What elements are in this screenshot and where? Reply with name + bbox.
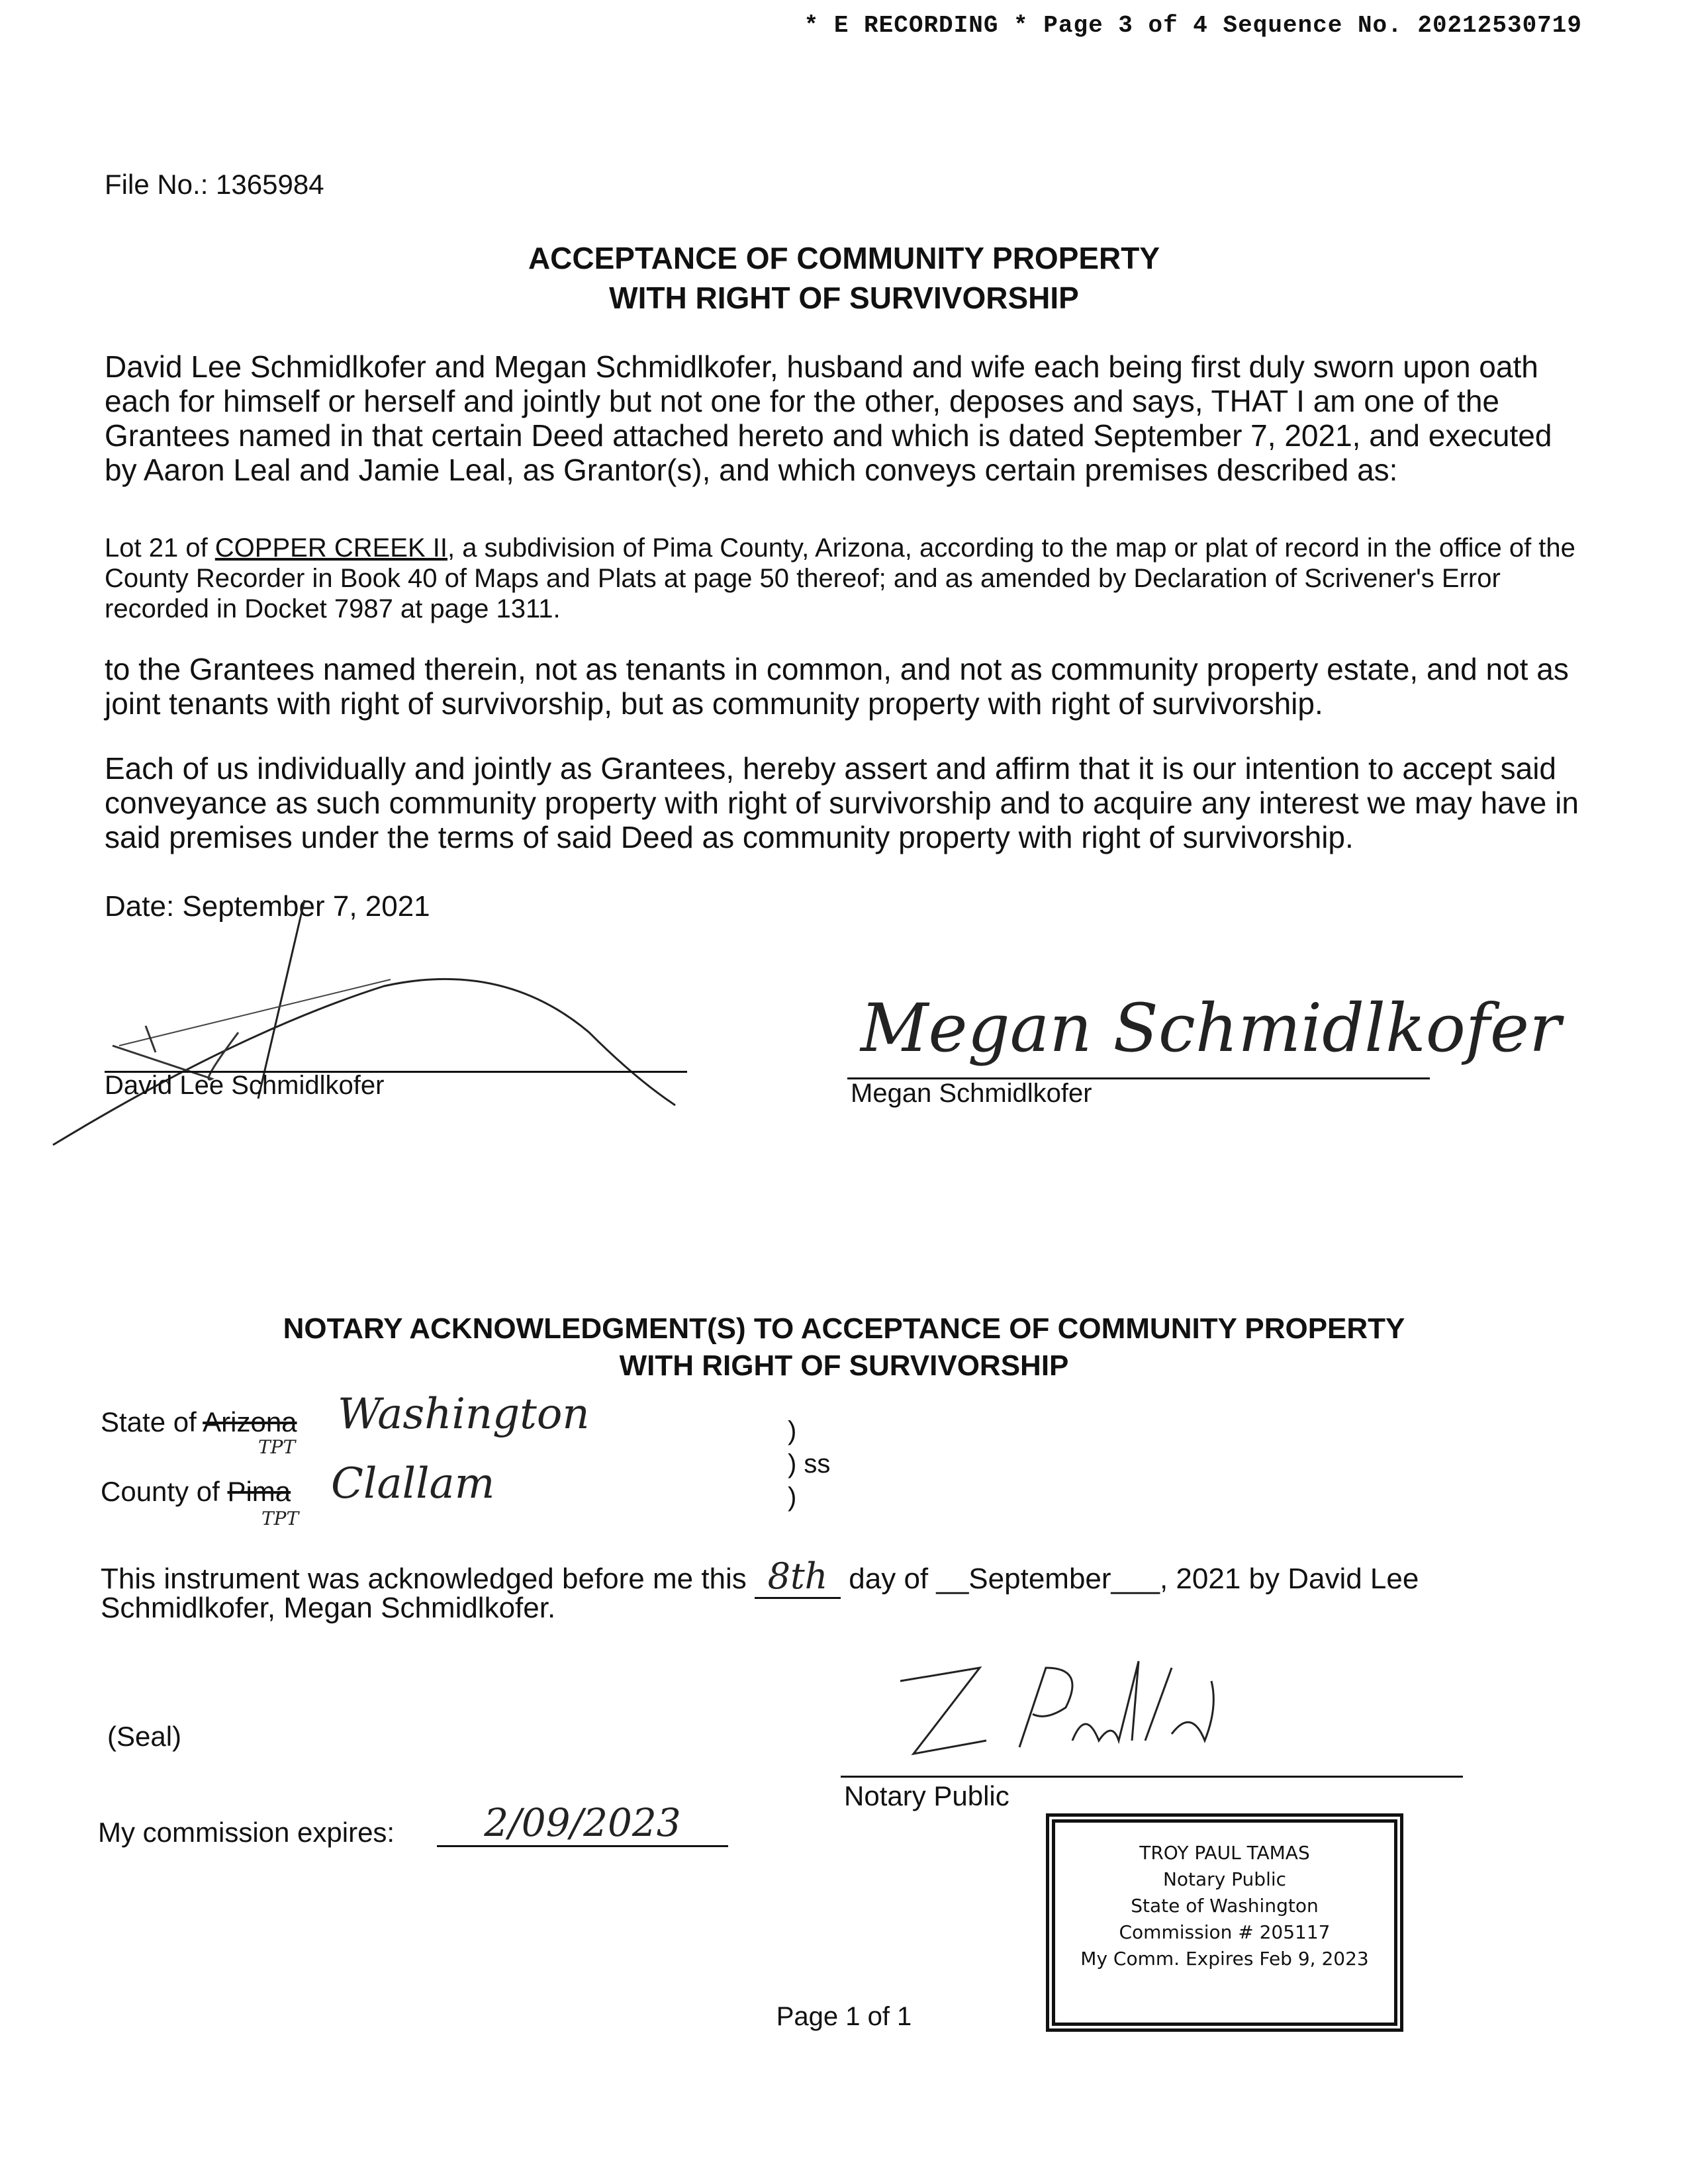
date-line: Date: September 7, 2021: [105, 890, 430, 923]
county-label: County of: [101, 1476, 228, 1507]
notary-title-line2: WITH RIGHT OF SURVIVORSHIP: [619, 1349, 1069, 1382]
subdivision-name: COPPER CREEK II: [214, 533, 447, 563]
legal-prefix: Lot 21 of: [105, 533, 215, 563]
seal-label: (Seal): [107, 1721, 182, 1752]
acknowledgment-line2: Schmidlkofer, Megan Schmidlkofer.: [101, 1592, 556, 1624]
state-line: [101, 1406, 297, 1438]
state-handwritten: Washington: [338, 1390, 590, 1439]
ack-day-field: [755, 1555, 841, 1599]
page-footer: Page 1 of 1: [776, 2002, 912, 2031]
legal-rest: , a subdivision of Pima County, Arizona, according to the map or plat of record in the office of the County Recorder in Book 40 of Maps and Plats at page 50 thereof; and as amended by Declaration of Scrivener's Error recorded in Docket 7987 at page 1311.: [105, 533, 1575, 623]
venue-ss: ) ss: [788, 1449, 831, 1479]
megan-signer-name: Megan Schmidlkofer: [851, 1079, 1092, 1108]
document-title-line1: ACCEPTANCE OF COMMUNITY PROPERTY: [528, 241, 1160, 275]
county-handwritten: Clallam: [331, 1459, 495, 1508]
ack-prefix: This instrument was acknowledged before me this: [101, 1563, 747, 1595]
notary-signature-icon: [887, 1641, 1231, 1774]
stamp-commission: Commission # 205117: [1119, 1921, 1331, 1943]
venue-paren-top: ): [788, 1416, 797, 1445]
commission-date: 2/09/2023: [484, 1800, 681, 1845]
notary-public-label: Notary Public: [844, 1780, 1009, 1811]
stamp-expires: My Comm. Expires Feb 9, 2023: [1080, 1948, 1369, 1970]
venue-paren-bottom: ): [788, 1482, 797, 1512]
state-label: State of: [101, 1406, 203, 1437]
intro-paragraph: David Lee Schmidlkofer and Megan Schmidlkofer, husband and wife each being first duly sworn upon oath each for himself or herself and jointly but not one for the other, deposes and says, THAT I am one of the Grantees named in that certain Deed attached hereto and which is dated September 7, 2021, and executed by Aaron Leal and Jamie Leal, as Grantor(s), and which conveys certain premises described as:: [105, 349, 1552, 487]
stamp-name: TROY PAUL TAMAS: [1139, 1842, 1310, 1864]
county-line: [101, 1476, 291, 1508]
file-number: File No.: 1365984: [105, 169, 324, 200]
ack-mid: day of __September___, 2021 by David Lee: [849, 1563, 1419, 1595]
document-title-line2: WITH RIGHT OF SURVIVORSHIP: [609, 281, 1079, 315]
recording-header: * E RECORDING * Page 3 of 4 Sequence No. 20212530719: [804, 12, 1582, 39]
county-initials: TPT: [261, 1508, 299, 1529]
notary-title: [0, 1310, 1688, 1385]
megan-signature: Megan Schmidlkofer: [861, 989, 1561, 1067]
commission-label: My commission expires:: [98, 1817, 395, 1848]
county-struck: Pima: [227, 1476, 291, 1507]
document-title: [0, 238, 1688, 318]
stamp-title: Notary Public: [1162, 1868, 1287, 1890]
state-initials: TPT: [258, 1436, 296, 1458]
stamp-state: State of Washington: [1131, 1895, 1319, 1917]
legal-description: [105, 533, 1587, 624]
commission-date-field: [437, 1800, 728, 1847]
state-struck: Arizona: [203, 1406, 297, 1437]
notary-signature-line: [841, 1776, 1463, 1778]
notary-stamp: [1046, 1813, 1403, 2032]
david-signature-icon: [40, 880, 702, 1158]
conveyance-paragraph: to the Grantees named therein, not as tenants in common, and not as community property estate, and not as joint tenants with right of survivorship, but as community property with right of survivorship.: [105, 652, 1569, 721]
david-signer-name: David Lee Schmidlkofer: [105, 1071, 385, 1100]
ack-day: 8th: [767, 1555, 828, 1597]
notary-title-line1: NOTARY ACKNOWLEDGMENT(S) TO ACCEPTANCE OF COMMUNITY PROPERTY: [283, 1312, 1405, 1345]
affirmation-paragraph: Each of us individually and jointly as Grantees, hereby assert and affirm that it is our intention to accept said conveyance as such community property with right of survivorship and to acquire any interest we may have in said premises under the terms of said Deed as community property with right of survivorship.: [105, 751, 1579, 854]
